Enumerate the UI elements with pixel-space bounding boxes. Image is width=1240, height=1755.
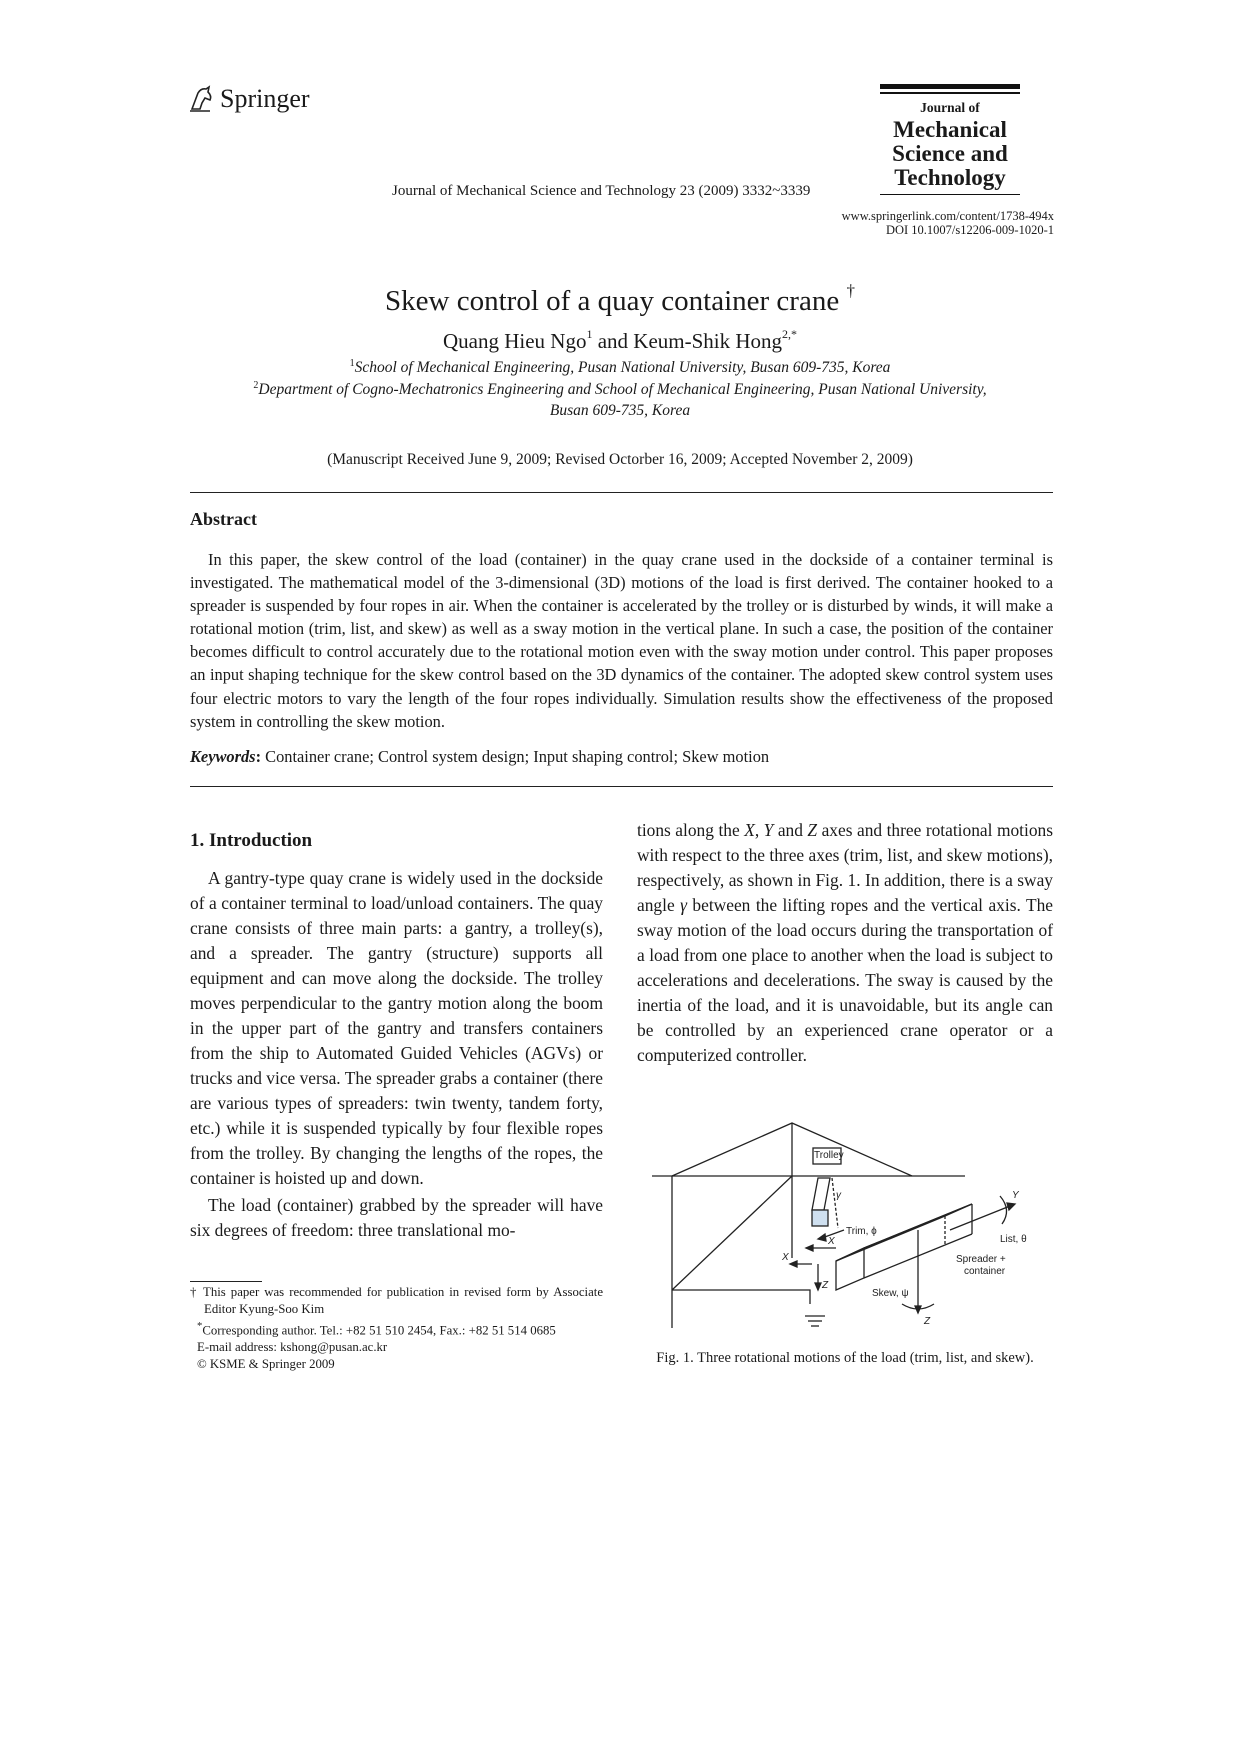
gantry-brace (672, 1176, 792, 1290)
footnote-rule (190, 1281, 262, 1282)
right-text-a: tions along the (637, 820, 745, 840)
paper-title-text: Skew control of a quay container crane (385, 285, 840, 317)
right-gamma-symbol: γ (680, 895, 687, 915)
label-trolley: Trolley (814, 1150, 844, 1161)
journal-title-box (880, 84, 1020, 195)
abstract-top-rule (190, 492, 1053, 493)
intro-paragraph-1: A gantry-type quay crane is widely used in the dockside of a container terminal to load/unload containers. The quay crane consists of three main parts: a gantry, a trolley(s), and a spreader. The gantry (structure) supports all equipment and can move along the dockside. The trolley moves perpendicular to the gantry motion along the boom in the upper part of the gantry and transfers containers from the ship to Automated Guided Vehicles (AGVs) or trucks and vice versa. The spreader grabs a container (there are various types of spreaders: twin twenty, tandem forty, etc.) while it is suspended typically by four flexible ropes from the trolley. By changing the lengths of the ropes, the container is hoisted up and down. (190, 868, 603, 1188)
trim-arrowhead (818, 1234, 826, 1241)
right-text-d: axes and three rotational motions with respect to the three axes (trim, list, and skew motions), respectively, as shown in Fig. 1. In addition, there is a sway angle (637, 820, 1053, 915)
doi[interactable]: DOI 10.1007/s12206-009-1020-1 (885, 223, 1054, 237)
doi-block (842, 209, 1054, 237)
footnote-corresponding (190, 1318, 603, 1339)
footnote-email: E-mail address: kshong@pusan.ac.kr (197, 1340, 388, 1355)
label-z-left: Z (822, 1280, 829, 1291)
label-y-axis: Y (1012, 1190, 1019, 1201)
label-spreader-2: container (964, 1266, 1006, 1277)
journal-box-top-rule (880, 84, 1020, 89)
publisher-name: Springer (220, 84, 310, 113)
springer-horse-icon (188, 85, 214, 113)
affiliation-1 (0, 358, 1240, 377)
right-axis-x: X (744, 820, 755, 840)
label-x-lower: X (782, 1252, 789, 1263)
label-trim: Trim, ϕ (846, 1226, 877, 1237)
label-x-upper: X (828, 1236, 835, 1247)
keywords-text: Container crane; Control system design; Input shaping control; Skew motion (261, 747, 770, 766)
intro-paragraph-2-cont (637, 818, 1053, 1068)
affiliation-2-mark: 2 (253, 380, 259, 391)
author-1-affil: 1 (586, 327, 593, 341)
label-z-right: Z (924, 1316, 931, 1327)
trolley-hanger (812, 1178, 830, 1210)
label-gamma: γ (836, 1190, 841, 1201)
affiliation-2 (0, 380, 1240, 399)
affiliation-1-mark: 1 (349, 358, 355, 369)
author-2: Keum-Shik Hong (633, 329, 783, 353)
intro-left-column (190, 866, 603, 1243)
rope-dashed (832, 1178, 838, 1228)
journal-box-prefix: Journal of (920, 99, 980, 115)
author-2-affil: 2,* (782, 327, 798, 341)
footnote-corresponding-text: Corresponding author. Tel.: +82 51 510 2454, Fax.: +82 51 514 0685 (202, 1323, 556, 1338)
right-axis-z: Z (807, 820, 818, 840)
title-dagger-mark: † (846, 281, 855, 300)
z-axis-left-arrowhead (815, 1283, 821, 1290)
y-axis-arrowhead (1007, 1203, 1015, 1210)
label-skew: Skew, ψ (872, 1288, 909, 1299)
publisher-logo (188, 84, 310, 114)
journal-box-line1: Mechanical (893, 116, 1007, 142)
keywords-colon: : (255, 747, 262, 766)
affiliation-2-cont: Busan 609-735, Korea (549, 402, 691, 419)
intro-right-column (637, 818, 1053, 1068)
right-text-c: and (773, 820, 808, 840)
journal-citation: Journal of Mechanical Science and Technology 23 (2009) 3332~3339 (392, 183, 811, 199)
journal-box-line3: Technology (894, 164, 1006, 190)
x-axis-upper-arrowhead (806, 1245, 813, 1251)
paper-title (0, 281, 1240, 318)
journal-box-bottom-rule (880, 194, 1020, 196)
intro-paragraph-2: The load (container) grabbed by the spreader will have six degrees of freedom: three translational mo- (190, 1195, 603, 1240)
journal-box-thin-rule (880, 92, 1020, 94)
manuscript-dates: (Manuscript Received June 9, 2009; Revised Octorber 16, 2009; Accepted November 2, 2009) (327, 451, 913, 468)
abstract-body: In this paper, the skew control of the load (container) in the quay crane used in the dockside of a container terminal is investigated. The mathematical model of the 3-dimensional (3D) motions of the load is first derived. The container hooked to a spreader is suspended by four ropes in air. When the container is accelerated by the trolley or is disturbed by winds, it will make a rotational motion (trim, list, and skew) as well as a sway motion in the vertical plane. In such a case, the position of the container becomes difficult to control accurately due to the rotational motion even with the sway motion under control. This paper proposes an input shaping technique for the skew control based on the 3D dynamics of the container. The adopted skew control system uses four electric motors to vary the length of the four ropes individually. Simulation results show the effectiveness of the proposed system in controlling the skew motion. (190, 550, 1053, 731)
label-list: List, θ (1000, 1234, 1027, 1245)
affiliation-1-text: School of Mechanical Engineering, Pusan National University, Busan 609-735, Korea (354, 359, 891, 376)
footnote-copyright: © KSME & Springer 2009 (197, 1357, 335, 1372)
footnote-dagger: † This paper was recommended for publication in revised form by Associate Editor Kyung-Soo Kim (190, 1285, 603, 1316)
trolley-hoist-block (812, 1210, 828, 1226)
keywords-label: Keywords (190, 747, 256, 766)
author-1: Quang Hieu Ngo (442, 329, 587, 353)
journal-url[interactable]: www.springerlink.com/content/1738-494x (841, 209, 1054, 223)
footnotes (190, 1284, 603, 1373)
abstract-heading: Abstract (190, 509, 257, 529)
label-spreader-1: Spreader + (956, 1254, 1006, 1265)
keywords (190, 747, 769, 767)
journal-box-line2: Science and (892, 140, 1008, 166)
abstract-bottom-rule (190, 786, 1053, 787)
right-axis-y: Y (763, 820, 774, 840)
dock-edge (672, 1290, 810, 1304)
x-axis-lower-arrowhead (790, 1261, 797, 1267)
author-joiner: and (592, 329, 634, 353)
journal-box-name (880, 118, 1020, 190)
figure-1-caption: Fig. 1. Three rotational motions of the load (trim, list, and skew). (656, 1350, 1034, 1366)
author-list (0, 327, 1240, 354)
affiliation-2-line1: Department of Cogno-Mechatronics Engineering and School of Mechanical Engineering, Pusan National University, (258, 381, 987, 398)
section-heading-introduction: 1. Introduction (190, 830, 313, 851)
right-text-e: between the lifting ropes and the vertical axis. The sway motion of the load occurs during the transportation of a load from one place to another when the load is subject to accelerations and decelerations. The sway is caused by the inertia of the load, and it is unavoidable, but its angle can be controlled by an experienced crane operator or a computerized controller. (637, 895, 1053, 1065)
figure-1-crane-diagram (650, 1118, 1045, 1336)
footnote-corresponding-mark: * (197, 1321, 203, 1332)
right-text-b: , (754, 820, 764, 840)
